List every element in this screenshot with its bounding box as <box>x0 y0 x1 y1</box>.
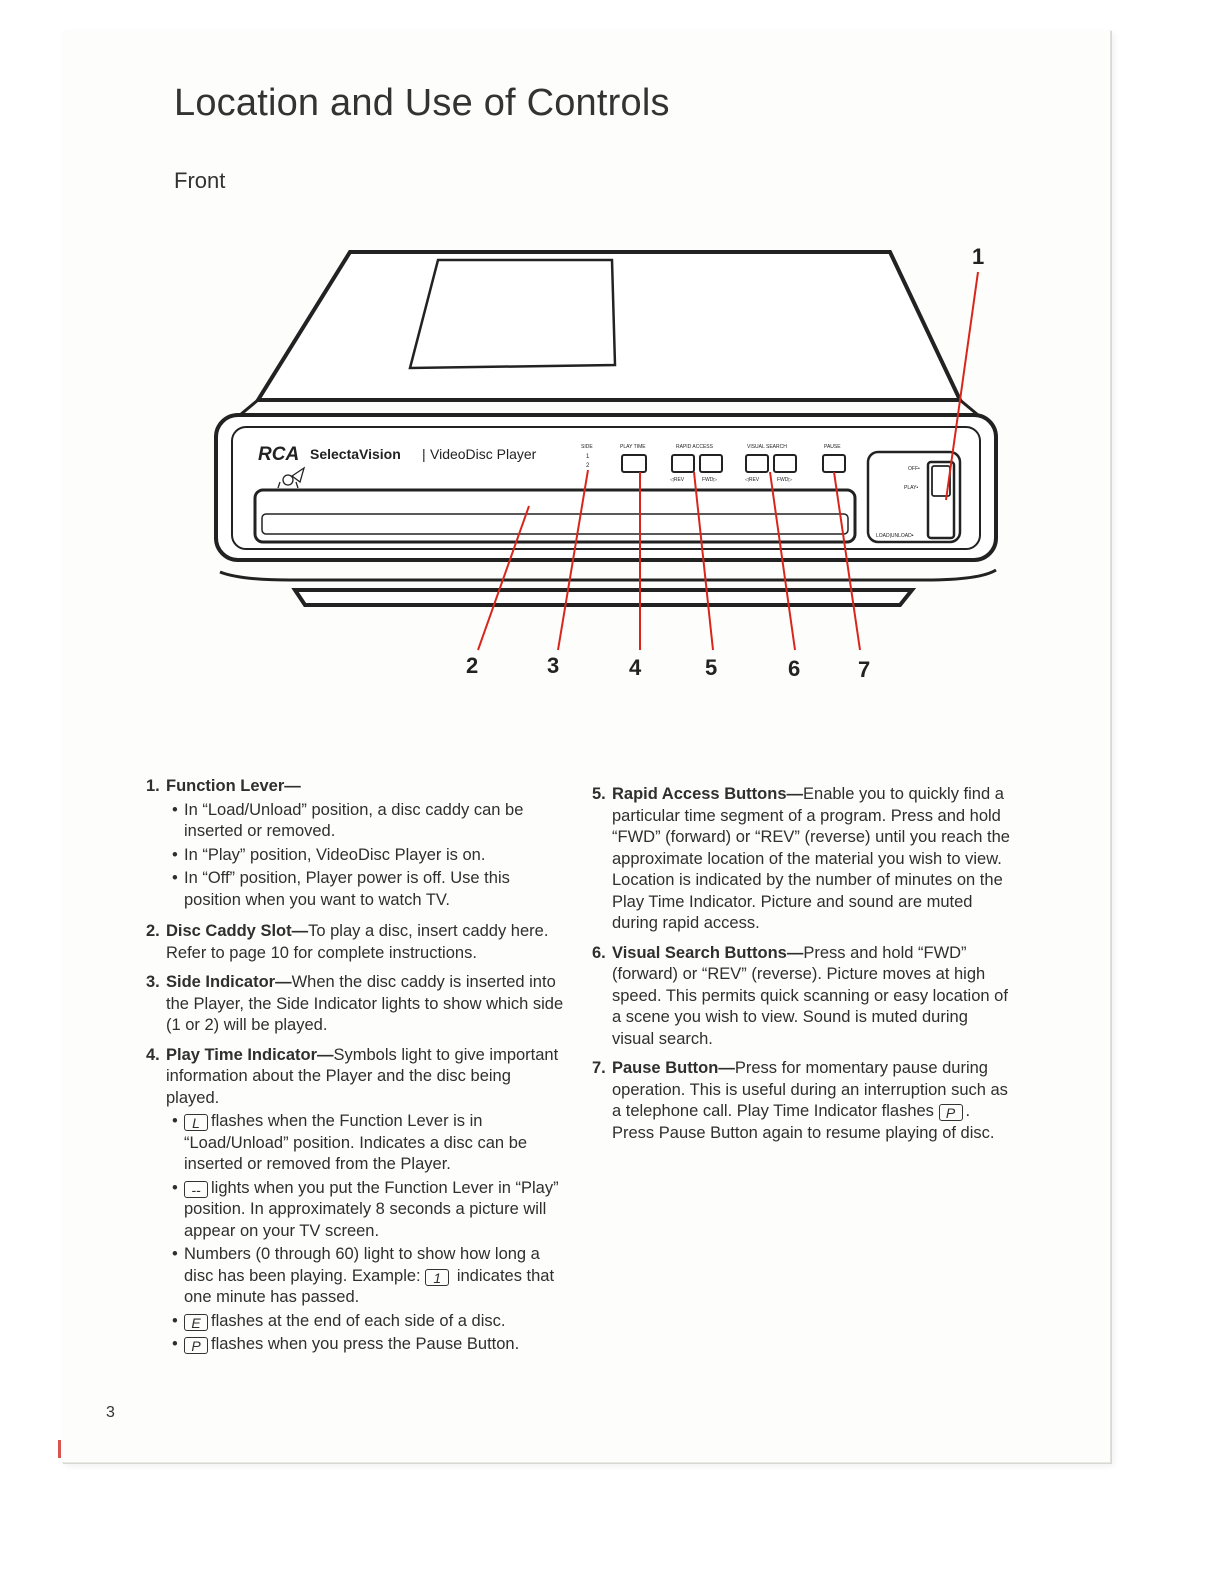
section-label: Front <box>174 168 226 193</box>
pause-label: PAUSE <box>824 444 841 450</box>
product-name: VideoDisc Player <box>430 446 537 462</box>
callout-5: 5 <box>705 655 718 680</box>
side-1-label: 1 <box>586 454 590 460</box>
svg-text:PLAY•: PLAY• <box>904 485 919 491</box>
item-number: 3. <box>146 973 160 991</box>
item-rapid-access-buttons <box>592 784 1012 935</box>
callout-6: 6 <box>788 656 801 681</box>
item-side-indicator <box>146 972 566 1037</box>
callout-2: 2 <box>466 653 479 678</box>
left-column <box>146 776 566 1366</box>
edge-mark <box>58 1440 61 1458</box>
item-term: Side Indicator— <box>166 973 292 991</box>
right-column <box>592 784 1012 1152</box>
callout-3: 3 <box>547 653 560 678</box>
display-symbol-p-icon: P <box>939 1104 963 1121</box>
svg-text:LOAD|UNLOAD•: LOAD|UNLOAD• <box>876 533 914 539</box>
side-label: SIDE <box>581 444 593 450</box>
item-function-lever <box>146 776 566 913</box>
rca-logo: RCA <box>258 444 300 465</box>
callout-1: 1 <box>972 244 985 269</box>
bullet: • -- lights when you put the Function Lever in “Play” position. In approximately 8 seconds a picture will appear on your TV screen. <box>172 1178 566 1243</box>
display-symbol-e-icon: E <box>184 1314 208 1331</box>
display-symbol-dash-icon: -- <box>184 1181 208 1198</box>
bullet: • E flashes at the end of each side of a disc. <box>172 1311 566 1333</box>
bullet: • In “Off” position, Player power is off. Use this position when you want to watch TV. <box>172 868 566 911</box>
callout-4: 4 <box>629 655 642 680</box>
bullet: • Numbers (0 through 60) light to show how long a disc has been playing. Example: 1 indicates that one minute has passed. <box>172 1244 566 1309</box>
svg-text:OFF•: OFF• <box>908 466 920 472</box>
brand-name: SelectaVision <box>310 446 401 462</box>
bullet: • L flashes when the Function Lever is in “Load/Unload” position. Indicates a disc can be inserted or removed from the Player. <box>172 1111 566 1176</box>
item-pause-button: 7. Pause Button—Press for momentary pause during operation. This is useful during an interruption such as a telephone call. Play Time Indicator flashes P . Press Pause Button again to resume playing of disc. <box>592 1058 1012 1144</box>
item-text: When the disc caddy is inserted into the Player, the Side Indicator lights to show which side (1 or 2) will be played. <box>166 973 564 1034</box>
item-number: 1. <box>146 777 160 795</box>
item-term: Rapid Access Buttons— <box>612 785 804 803</box>
side-2-label: 2 <box>586 463 590 469</box>
item-number: 4. <box>146 1045 160 1064</box>
rapid-fwd-button <box>700 455 722 472</box>
item-term: Disc Caddy Slot— <box>166 922 309 940</box>
item-visual-search-buttons <box>592 943 1012 1051</box>
svg-text:FWD▷: FWD▷ <box>777 477 793 483</box>
bullet: • P flashes when you press the Pause Button. <box>172 1334 566 1356</box>
display-symbol-1-icon: 1 <box>425 1269 449 1286</box>
player-base <box>295 590 912 605</box>
bullet: • In “Load/Unload” position, a disc caddy can be inserted or removed. <box>172 800 566 843</box>
bullet: • In “Play” position, VideoDisc Player is on. <box>172 845 566 867</box>
callout-7: 7 <box>858 657 871 682</box>
visual-fwd-button <box>774 455 796 472</box>
pause-button <box>823 455 845 472</box>
item-disc-caddy-slot <box>146 921 566 964</box>
page-title: Location and Use of Controls <box>174 82 670 124</box>
item-number: 7. <box>592 1059 606 1077</box>
play-time-display <box>622 455 646 472</box>
item-text: To play a disc, insert caddy here. Refer to page 10 for complete instructions. <box>166 922 549 962</box>
svg-text:◁REV: ◁REV <box>745 477 760 483</box>
item-number: 6. <box>592 943 606 962</box>
item-term: Visual Search Buttons— <box>612 943 804 962</box>
item-play-time-indicator <box>146 1045 566 1358</box>
item-term: Pause Button— <box>612 1059 735 1077</box>
item-text: Symbols light to give important information about the Player and the disc being played. <box>166 1045 559 1107</box>
player-diagram <box>200 230 1020 700</box>
svg-text:|: | <box>422 446 426 462</box>
play-time-label: PLAY TIME <box>620 444 646 450</box>
svg-text:FWD▷: FWD▷ <box>702 477 718 483</box>
display-symbol-p-icon: P <box>184 1337 208 1354</box>
page-number: 3 <box>106 1404 115 1421</box>
visual-search-label: VISUAL SEARCH <box>747 444 787 450</box>
item-text: Enable you to quickly find a particular time segment of a program. Press and hold “FWD” (forward) or “REV” (reverse) until you reach the approximate location of the material you wish to view. Location is indicated by the number of minutes on the Play Time Indicator. Picture and sound are muted during rapid access. <box>612 785 1010 932</box>
visual-rev-button <box>746 455 768 472</box>
rapid-access-label: RAPID ACCESS <box>676 444 713 450</box>
item-text: Press and hold “FWD” (forward) or “REV” (reverse). Picture moves at high speed. This permits quick scanning or easy location of a scene you wish to view. Sound is muted during visual search. <box>612 943 1008 1048</box>
item-term: Function Lever— <box>166 777 301 795</box>
item-term: Play Time Indicator— <box>166 1045 334 1064</box>
svg-text:◁REV: ◁REV <box>670 477 685 483</box>
item-number: 2. <box>146 922 160 940</box>
item-text: Press for momentary pause during operation. This is useful during an interruption such as a telephone call. Play Time Indicator flashes <box>612 1059 1008 1120</box>
rapid-rev-button <box>672 455 694 472</box>
item-number: 5. <box>592 785 606 803</box>
display-symbol-l-icon: L <box>184 1114 208 1131</box>
lid-window <box>410 260 615 368</box>
